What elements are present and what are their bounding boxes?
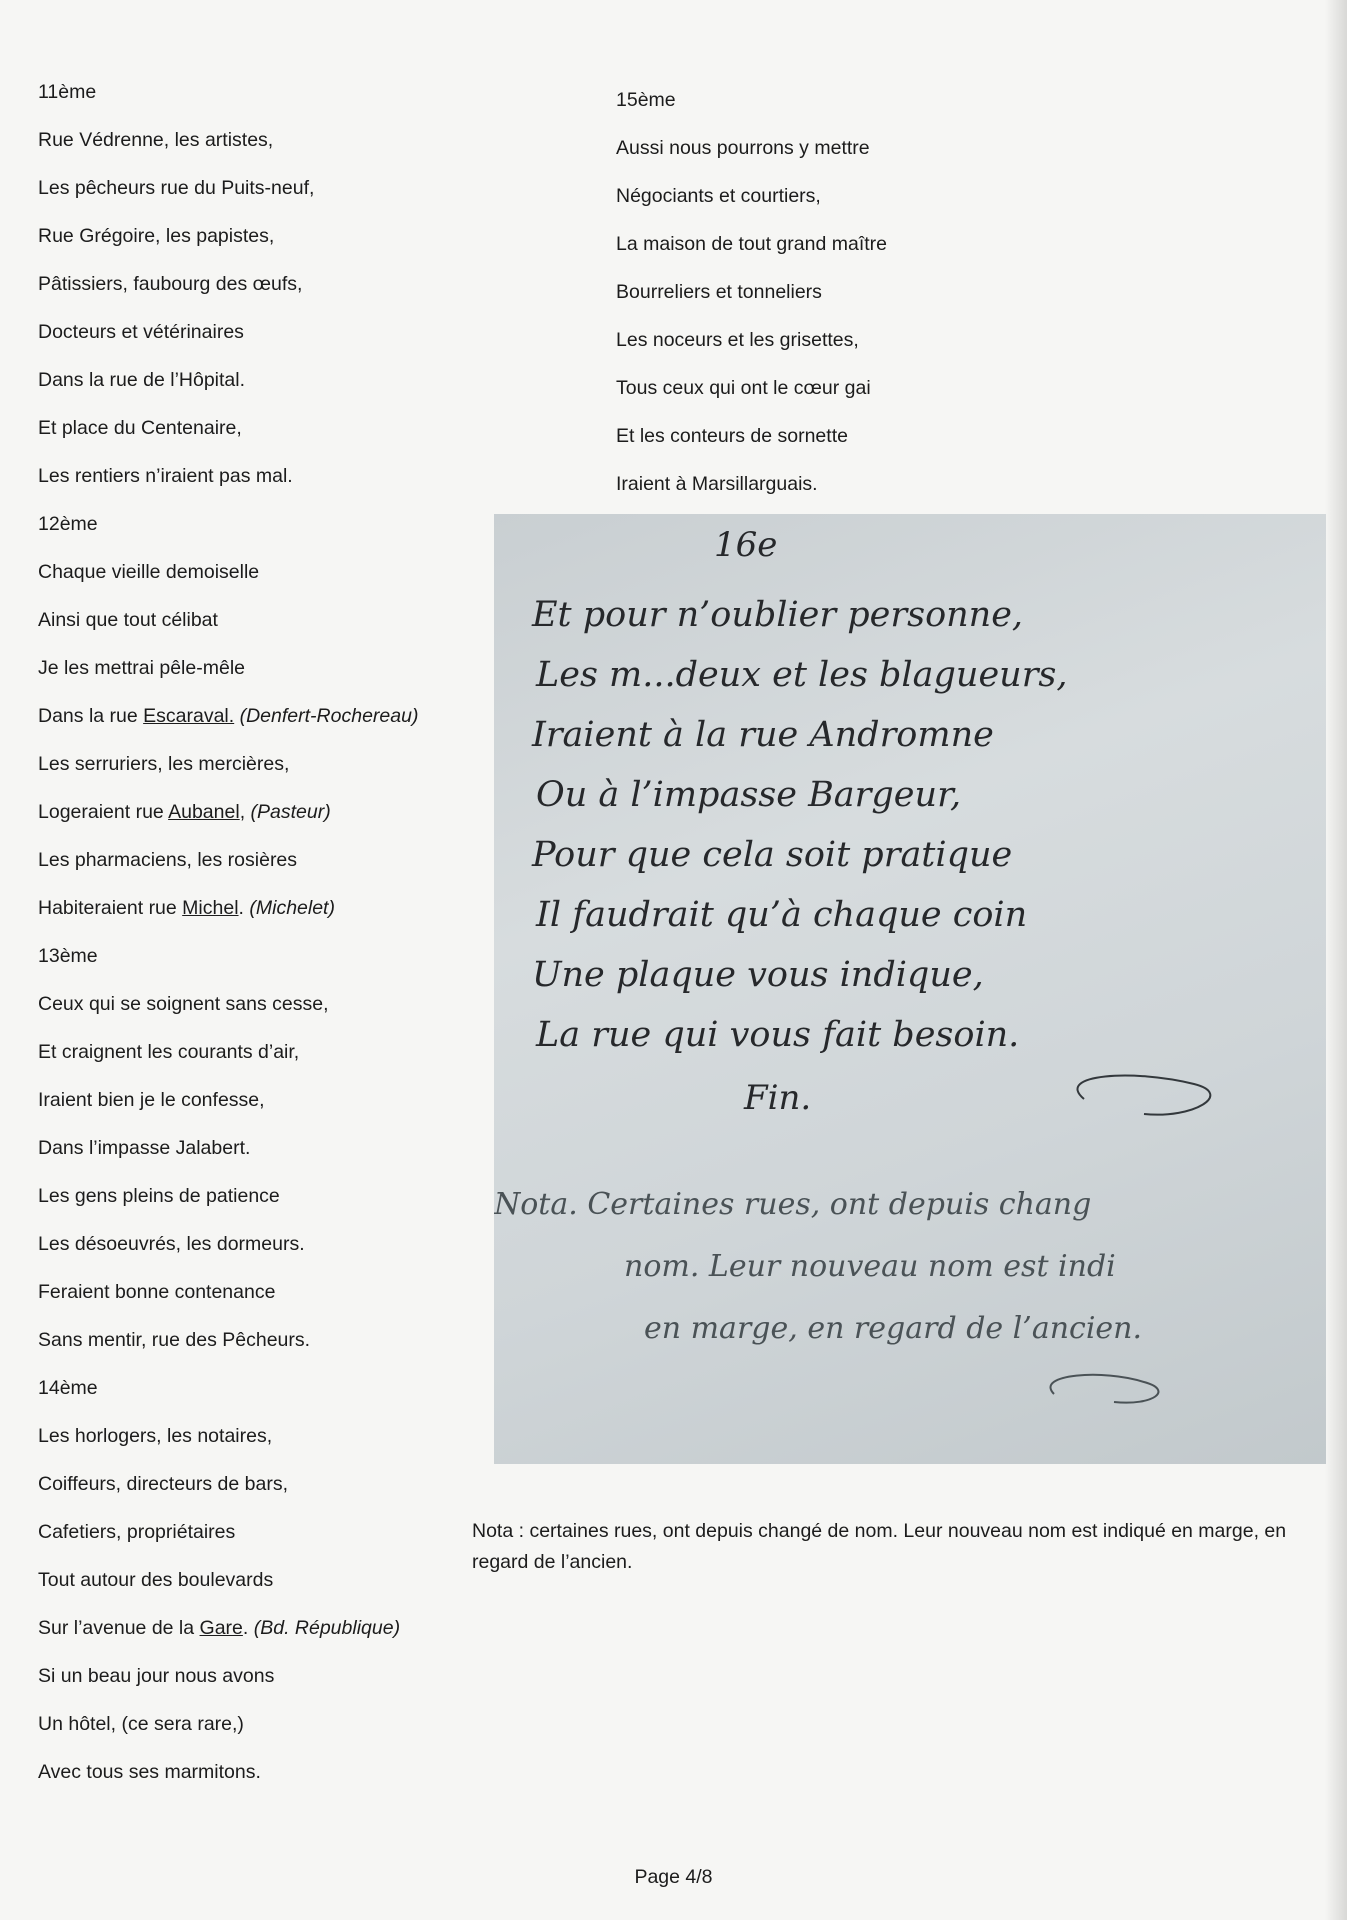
handwritten-manuscript-image xyxy=(494,514,1326,1464)
verse-line: Bourreliers et tonneliers xyxy=(616,281,822,303)
manuscript-fin: Fin. xyxy=(744,1078,812,1118)
page-number: Page 4/8 xyxy=(634,1866,713,1888)
verse-line: Ainsi que tout célibat xyxy=(38,609,218,631)
verse-line: Tout autour des boulevards xyxy=(38,1569,274,1591)
verse-line: Tous ceux qui ont le cœur gai xyxy=(616,377,871,399)
verse-line: Rue Védrenne, les artistes, xyxy=(38,129,274,151)
manuscript-line: Une plaque vous indique, xyxy=(532,955,984,995)
verse-line: Les rentiers n’iraient pas mal. xyxy=(38,465,293,487)
verse-line: Je les mettrai pêle-mêle xyxy=(38,657,245,679)
verse-line: Les gens pleins de patience xyxy=(38,1185,280,1207)
verse-line: Dans la rue de l’Hôpital. xyxy=(38,369,246,391)
verse-line: Iraient bien je le confesse, xyxy=(38,1089,265,1111)
manuscript-line: Ou à l’impasse Bargeur, xyxy=(536,775,962,815)
verse-line: Si un beau jour nous avons xyxy=(38,1665,275,1687)
verse-line: Et les conteurs de sornette xyxy=(616,425,848,447)
verse-line: Docteurs et vétérinaires xyxy=(38,321,244,343)
manuscript-line: La rue qui vous fait besoin. xyxy=(536,1015,1020,1055)
nota-paragraph: Nota : certaines rues, ont depuis changé de nom. Leur nouveau nom est indiqué en marge, en regard de l’ancien. xyxy=(472,1520,1287,1573)
verse-segment-after: . xyxy=(242,1617,254,1639)
left-column-verses xyxy=(38,68,508,1796)
verse-line: Négociants et courtiers, xyxy=(616,185,821,207)
verse-line: 12ème xyxy=(38,513,98,535)
verse-line xyxy=(38,692,508,740)
manuscript-line: Les m...deux et les blagueurs, xyxy=(536,655,1068,695)
manuscript-line: Il faudrait qu’à chaque coin xyxy=(536,895,1028,935)
verse-segment-before: Dans la rue xyxy=(38,705,144,727)
verse-line: Avec tous ses marmitons. xyxy=(38,1761,261,1783)
right-column-verses xyxy=(616,76,1036,508)
verse-line: 15ème xyxy=(616,89,676,111)
verse-line: Et craignent les courants d’air, xyxy=(38,1041,300,1063)
verse-line: Cafetiers, propriétaires xyxy=(38,1521,236,1543)
manuscript-nota-line: Nota. Certaines rues, ont depuis chang xyxy=(494,1187,1092,1222)
manuscript-nota-lines xyxy=(494,1187,1142,1346)
verse-line: Les serruriers, les mercières, xyxy=(38,753,290,775)
manuscript-nota-line: en marge, en regard de l’ancien. xyxy=(644,1311,1143,1346)
verse-line: Feraient bonne contenance xyxy=(38,1281,276,1303)
manuscript-nota-line: nom. Leur nouveau nom est indi xyxy=(624,1249,1116,1284)
verse-line: Les pêcheurs rue du Puits-neuf, xyxy=(38,177,315,199)
verse-line: Un hôtel, (ce sera rare,) xyxy=(38,1713,244,1735)
manuscript-signature xyxy=(1077,1076,1210,1115)
verse-line: 13ème xyxy=(38,945,98,967)
verse-segment-before: Sur l’avenue de la xyxy=(38,1617,200,1639)
manuscript-lines xyxy=(531,595,1068,1055)
verse-segment-underlined: Escaraval. xyxy=(143,705,235,727)
verse-segment-underlined: Aubanel xyxy=(168,801,240,823)
verse-line: Sans mentir, rue des Pêcheurs. xyxy=(38,1329,311,1351)
page-edge-shadow xyxy=(1325,0,1347,1920)
verse-line: Les horlogers, les notaires, xyxy=(38,1425,273,1447)
verse-line: Rue Grégoire, les papistes, xyxy=(38,225,275,247)
verse-segment-italic: (Michelet) xyxy=(249,897,335,919)
verse-segment-italic: (Denfert-Rochereau) xyxy=(239,705,419,727)
verse-line xyxy=(38,884,508,932)
verse-line xyxy=(38,788,508,836)
verse-line: Les pharmaciens, les rosières xyxy=(38,849,298,871)
verse-line: Iraient à Marsillarguais. xyxy=(616,473,818,495)
manuscript-signature-2 xyxy=(1050,1375,1158,1403)
verse-line: Ceux qui se soignent sans cesse, xyxy=(38,993,329,1015)
verse-segment-italic: (Pasteur) xyxy=(250,801,331,823)
verse-line: Chaque vieille demoiselle xyxy=(38,561,260,583)
verse-line: Dans l’impasse Jalabert. xyxy=(38,1137,251,1159)
verse-line: Les désoeuvrés, les dormeurs. xyxy=(38,1233,305,1255)
verse-line: La maison de tout grand maître xyxy=(616,233,887,255)
verse-line: Aussi nous pourrons y mettre xyxy=(616,137,870,159)
verse-segment-underlined: Gare xyxy=(199,1617,243,1639)
verse-segment-underlined: Michel xyxy=(182,897,239,919)
verse-line: Pâtissiers, faubourg des œufs, xyxy=(38,273,303,295)
verse-line: Et place du Centenaire, xyxy=(38,417,242,439)
verse-segment-before: Logeraient rue xyxy=(38,801,169,823)
manuscript-svg xyxy=(494,514,1326,1464)
verse-line xyxy=(38,1604,508,1652)
verse-segment-before: Habiteraient rue xyxy=(38,897,183,919)
manuscript-line: Pour que cela soit pratique xyxy=(532,835,1013,875)
verse-segment-after: . xyxy=(238,897,250,919)
verse-segment-after: , xyxy=(239,801,251,823)
manuscript-line: Et pour n’oublier personne, xyxy=(532,595,1024,635)
verse-line: Coiffeurs, directeurs de bars, xyxy=(38,1473,289,1495)
verse-line: Les noceurs et les grisettes, xyxy=(616,329,859,351)
verse-segment-italic: (Bd. République) xyxy=(253,1617,401,1639)
verse-line: 11ème xyxy=(38,81,97,103)
manuscript-line: Iraient à la rue Andromne xyxy=(532,715,994,755)
verse-line: 14ème xyxy=(38,1377,98,1399)
manuscript-heading: 16e xyxy=(714,525,778,565)
